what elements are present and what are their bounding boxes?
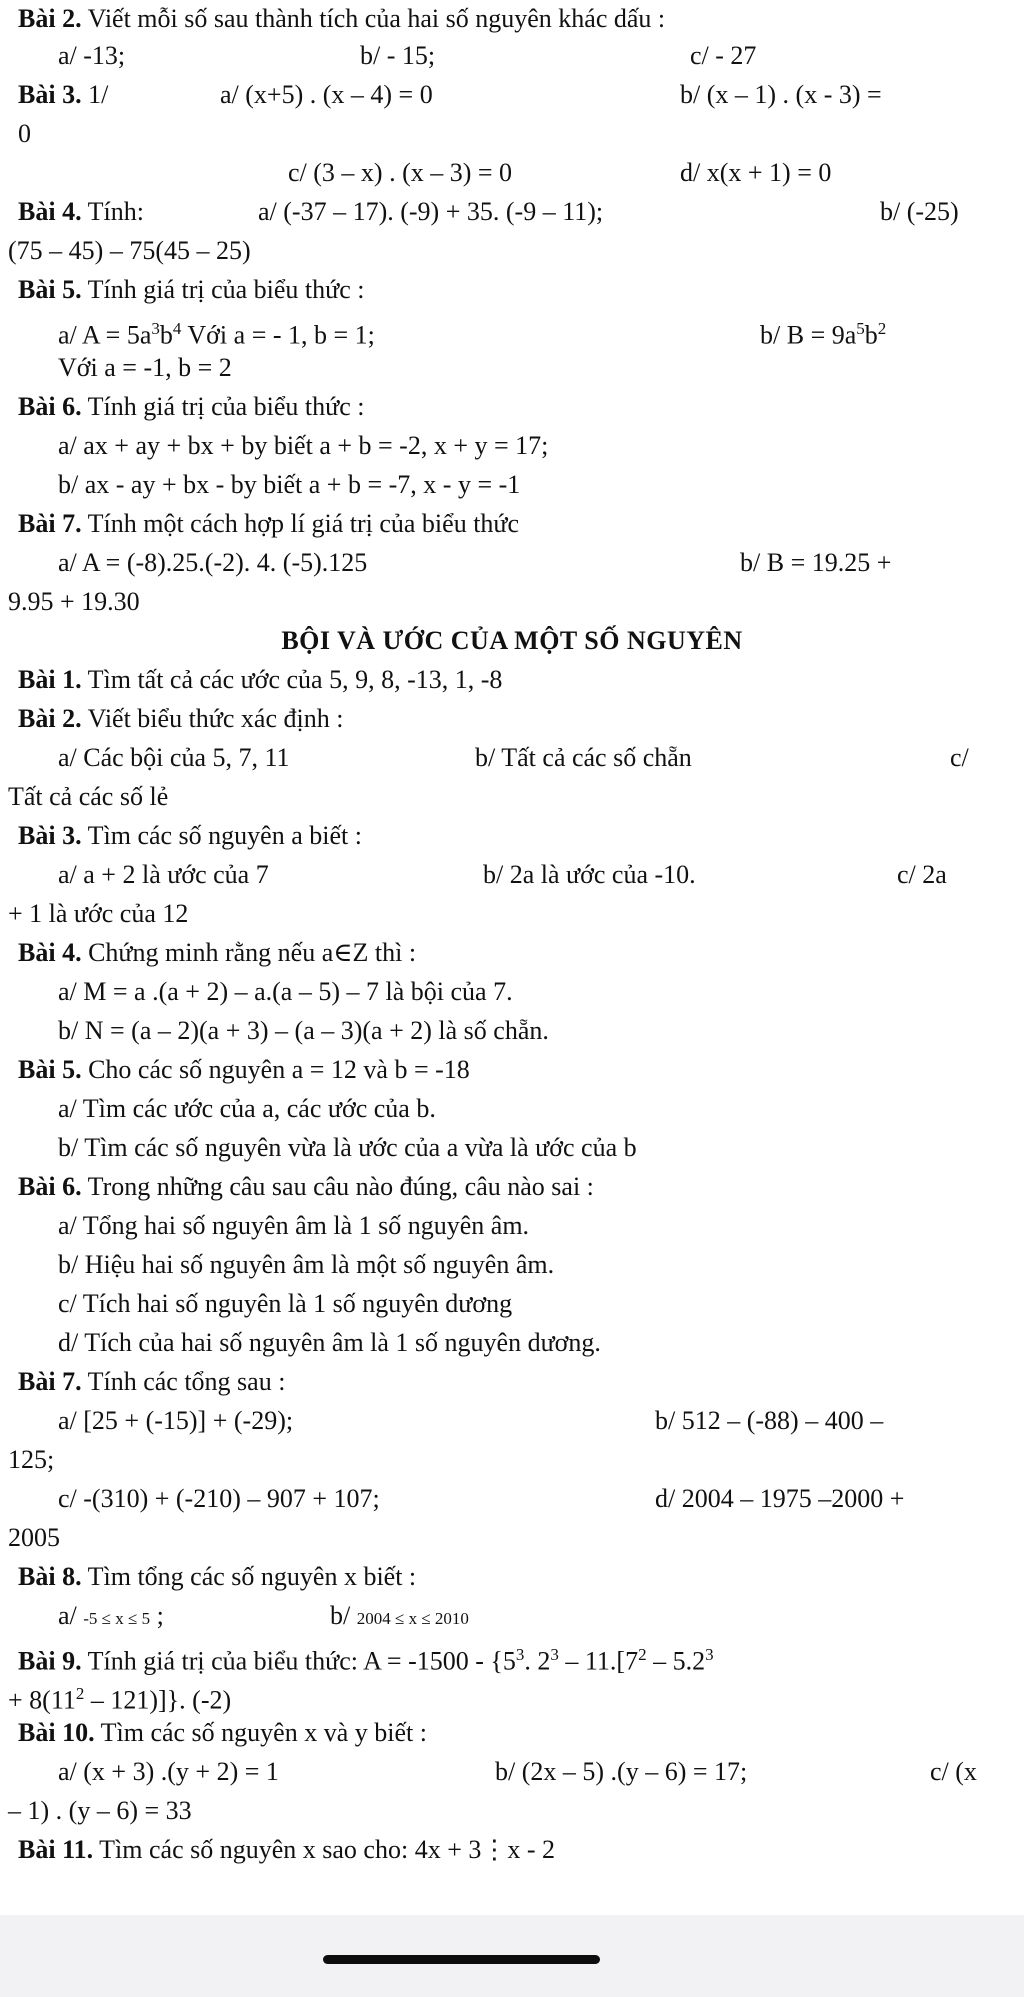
exercise-3-title: Bài 3. 1/ bbox=[18, 80, 109, 109]
exercise-5-part-b-cont: Với a = -1, b = 2 bbox=[58, 353, 232, 382]
section-heading: BỘI VÀ ƯỚC CỦA MỘT SỐ NGUYÊN bbox=[281, 626, 743, 655]
s2-exercise-5-part-a: a/ Tìm các ước của a, các ước của b. bbox=[58, 1094, 436, 1123]
exercise-2-title: Bài 2. Viết mỗi số sau thành tích của hai số nguyên khác dấu : bbox=[18, 4, 666, 33]
exercise-3-part-b-cont: 0 bbox=[18, 119, 31, 148]
s2-exercise-9-title: Bài 9. Tính giá trị của biểu thức: $A = -1500 - \{5^3$. $2^3 - 11.[7^2 - 5.2^3$ bbox=[18, 1645, 714, 1676]
home-indicator[interactable] bbox=[323, 1955, 600, 1964]
exercise-3-part-b: b/ (x – 1) . (x - 3) = bbox=[680, 80, 882, 109]
exercise-7-part-b: b/ B = 19.25 + bbox=[740, 548, 892, 577]
s2-exercise-10-part-b: b/ (2x – 5) .(y – 6) = 17; bbox=[495, 1757, 748, 1786]
s2-exercise-6-title: Bài 6. Trong những câu sau câu nào đúng, câu nào sai : bbox=[18, 1172, 594, 1201]
s2-exercise-6-part-d: d/ Tích của hai số nguyên âm là 1 số nguyên dương. bbox=[58, 1328, 601, 1357]
s2-exercise-6-part-a: a/ Tổng hai số nguyên âm là 1 số nguyên âm. bbox=[58, 1211, 530, 1240]
s2-exercise-3-part-c-cont: + 1 là ước của 12 bbox=[8, 899, 189, 928]
s2-exercise-10-part-c: c/ (x bbox=[930, 1757, 977, 1786]
s2-exercise-3-part-c: c/ 2a bbox=[897, 860, 947, 889]
s2-exercise-7-part-d: d/ 2004 – 1975 –2000 + bbox=[655, 1484, 905, 1513]
exercise-4-part-b-cont: (75 – 45) – 75(45 – 25) bbox=[8, 236, 251, 265]
s2-exercise-2-part-c: c/ bbox=[950, 743, 969, 772]
exercise-4-part-a: a/ (-37 – 17). (-9) + 35. (-9 – 11); bbox=[258, 197, 604, 226]
s2-exercise-3-part-b: b/ 2a là ước của -10. bbox=[483, 860, 696, 889]
exercise-3-part-d: d/ x(x + 1) = 0 bbox=[680, 158, 832, 187]
s2-exercise-2-part-a: a/ Các bội của 5, 7, 11 bbox=[58, 743, 290, 772]
exercise-5-title: Bài 5. Tính giá trị của biểu thức : bbox=[18, 275, 365, 304]
exercise-2-part-b: b/ - 15; bbox=[360, 41, 436, 70]
s2-exercise-2-title: Bài 2. Viết biểu thức xác định : bbox=[18, 704, 344, 733]
s2-exercise-2-part-c-cont: Tất cả các số lẻ bbox=[8, 782, 169, 811]
s2-exercise-8-title: Bài 8. Tìm tổng các số nguyên x biết : bbox=[18, 1562, 417, 1591]
s2-exercise-3-title: Bài 3. Tìm các số nguyên a biết : bbox=[18, 821, 362, 850]
exercise-6-part-b: b/ ax - ay + bx - by biết a + b = -7, x - y = -1 bbox=[58, 470, 521, 499]
exercise-7-title: Bài 7. Tính một cách hợp lí giá trị của biểu thức bbox=[18, 509, 520, 538]
exercise-4-title: Bài 4. Tính: bbox=[18, 197, 144, 226]
exercise-3-part-c: c/ (3 – x) . (x – 3) = 0 bbox=[288, 158, 513, 187]
s2-exercise-9-cont: + $8(11^2 - 121)$]}. (-2) bbox=[8, 1684, 232, 1715]
exercise-5-part-b: b/ $B = 9a^5b^2$ bbox=[760, 319, 887, 350]
exercise-2-part-a: a/ -13; bbox=[58, 41, 126, 70]
s2-exercise-8-part-b: b/ 2004 ≤ x ≤ 2010 bbox=[330, 1601, 469, 1630]
s2-exercise-7-title: Bài 7. Tính các tổng sau : bbox=[18, 1367, 286, 1396]
s2-exercise-3-part-a: a/ a + 2 là ước của 7 bbox=[58, 860, 269, 889]
s2-exercise-7-part-d-cont: 2005 bbox=[8, 1523, 60, 1552]
exercise-3-part-a: a/ (x+5) . (x – 4) = 0 bbox=[220, 80, 433, 109]
exercise-6-title: Bài 6. Tính giá trị của biểu thức : bbox=[18, 392, 365, 421]
s2-exercise-4-title: Bài 4. Chứng minh rằng nếu a∈Z thì : bbox=[18, 938, 417, 967]
s2-exercise-5-title: Bài 5. Cho các số nguyên a = 12 và b = -18 bbox=[18, 1055, 470, 1084]
exercise-2-part-c: c/ - 27 bbox=[690, 41, 757, 70]
s2-exercise-4-part-b: b/ N = (a – 2)(a + 3) – (a – 3)(a + 2) là số chẵn. bbox=[58, 1016, 549, 1045]
s2-exercise-10-title: Bài 10. Tìm các số nguyên x và y biết : bbox=[18, 1718, 427, 1747]
s2-exercise-5-part-b: b/ Tìm các số nguyên vừa là ước của a vừa là ước của b bbox=[58, 1133, 637, 1162]
exercise-4-part-b: b/ (-25) bbox=[880, 197, 959, 226]
s2-exercise-1-title: Bài 1. Tìm tất cả các ước của 5, 9, 8, -13, 1, -8 bbox=[18, 665, 503, 694]
s2-exercise-2-part-b: b/ Tất cả các số chẵn bbox=[475, 743, 692, 772]
exercise-5-part-a: a/ $A = 5a^3b^4$ Với a = - 1, b = 1; bbox=[58, 319, 375, 350]
s2-exercise-6-part-b: b/ Hiệu hai số nguyên âm là một số nguyên âm. bbox=[58, 1250, 555, 1279]
s2-exercise-7-part-b-cont: 125; bbox=[8, 1445, 55, 1474]
s2-exercise-10-part-c-cont: – 1) . (y – 6) = 33 bbox=[8, 1796, 192, 1825]
exercise-7-part-b-cont: 9.95 + 19.30 bbox=[8, 587, 140, 616]
exercise-6-part-a: a/ ax + ay + bx + by biết a + b = -2, x + y = 17; bbox=[58, 431, 549, 460]
s2-exercise-8-part-a: a/ -5 ≤ x ≤ 5 ; bbox=[58, 1601, 164, 1630]
s2-exercise-10-part-a: a/ (x + 3) .(y + 2) = 1 bbox=[58, 1757, 279, 1786]
s2-exercise-11-title: Bài 11. Tìm các số nguyên x sao cho: 4x + 3⋮x - 2 bbox=[18, 1835, 556, 1864]
s2-exercise-6-part-c: c/ Tích hai số nguyên là 1 số nguyên dương bbox=[58, 1289, 513, 1318]
s2-exercise-4-part-a: a/ M = a .(a + 2) – a.(a – 5) – 7 là bội của 7. bbox=[58, 977, 513, 1006]
exercise-7-part-a: a/ A = (-8).25.(-2). 4. (-5).125 bbox=[58, 548, 368, 577]
s2-exercise-7-part-a: a/ [25 + (-15)] + (-29); bbox=[58, 1406, 294, 1435]
s2-exercise-7-part-c: c/ -(310) + (-210) – 907 + 107; bbox=[58, 1484, 380, 1513]
s2-exercise-7-part-b: b/ 512 – (-88) – 400 – bbox=[655, 1406, 884, 1435]
